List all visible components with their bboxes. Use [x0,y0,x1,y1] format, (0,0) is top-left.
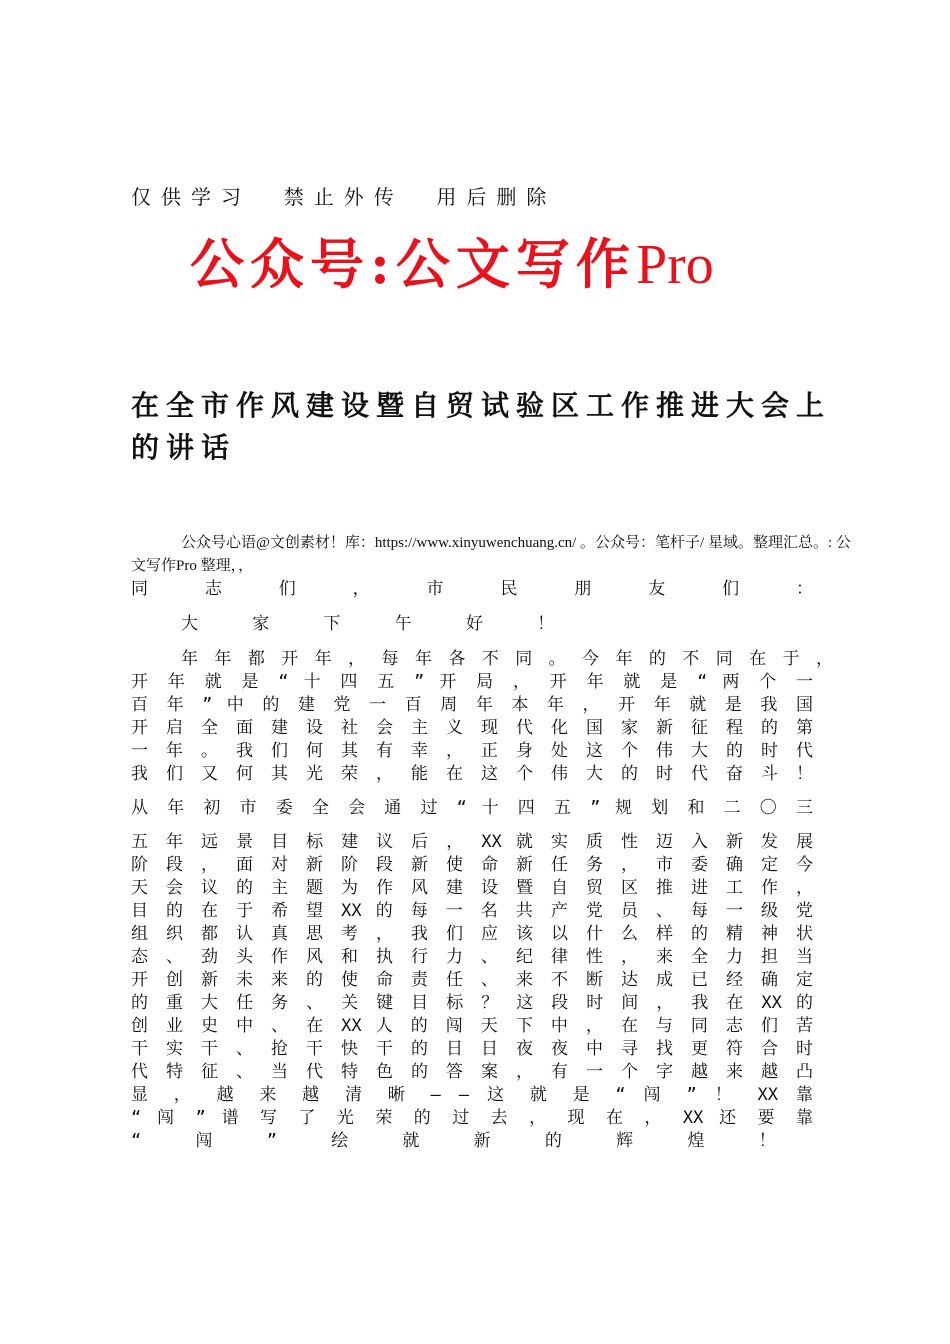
body-line: 我 们 又 何 其 光 荣 ， 能 在 这 个 伟 大 的 时 代 奋 斗 ！ [131,764,813,784]
body-line: 代 特 征 、 当 代 特 色 的 答 案 ， 有 一 个 字 越 来 越 凸 [131,1062,813,1082]
greeting-line: 同 志 们 ， 市 民 朋 友 们 ： [131,579,813,599]
body-line: 一 年 。 我 们 何 其 有 幸 ， 正 身 处 这 个 伟 大 的 时 代 [131,741,813,761]
body-line: “ 闯 ” 谱 写 了 光 荣 的 过 去 ， 现 在 ， XX 还 要 靠 [131,1108,813,1128]
body-line: 开 创 新 未 来 的 使 命 责 任 、 来 不 断 达 成 已 经 确 定 [131,970,813,990]
source-note: 公众号心语@文创素材！库：https://www.xinyuwenchuang.cn/ 。公众号：笔杆子/ 星域。整理汇总。: 公文写作Pro 整理，， [131,535,851,574]
body-line: 显 ， 越 来 越 清 晰 — — 这 就 是 “ 闯 ” ！ XX 靠 [131,1085,813,1105]
brand-suffix: Pro [635,234,714,296]
body-line: 阶 段 ， 面 对 新 阶 段 新 使 命 新 任 务 ， 市 委 确 定 今 [131,855,813,875]
body-line: 开 年 就 是 “ 十 四 五 ” 开 局 ， 开 年 就 是 “ 两 个 一 [131,672,813,692]
notice-text: 仅供学习 禁止外传 用后删除 [131,185,557,209]
body-line: 干 实 干 、 抢 干 快 干 的 日 日 夜 夜 中 寻 找 更 符 合 时 [131,1039,813,1059]
body-line: 开 启 全 面 建 设 社 会 主 义 现 代 化 国 家 新 征 程 的 第 [131,718,813,738]
body-line: 从 年 初 市 委 全 会 通 过 “ 十 四 五 ” 规 划 和 二 〇 三 [131,798,813,818]
body-line: 创 业 史 中 、 在 XX 人 的 闯 天 下 中 ， 在 与 同 志 们 苦 [131,1016,813,1036]
body-line: 天 会 议 的 主 题 为 作 风 建 设 暨 自 贸 区 推 进 工 作 ， [131,878,813,898]
brand-text: 公众号:公文写作 [190,232,636,296]
body-line: 百 年 ” 中 的 建 党 一 百 周 年 本 年 ， 开 年 就 是 我 国 [131,695,813,715]
brand-banner [190,222,714,299]
body-line: 的 重 大 任 务 、 关 键 目 标 ？ 这 段 时 间 ， 我 在 XX 的 [131,993,813,1013]
document-title: 在全市作风建设暨自贸试验区工作推进大会上的讲话 [131,389,832,464]
body-line: 态 、 劲 头 作 风 和 执 行 力 、 纪 律 性 ， 来 全 力 担 当 [131,947,813,967]
body-line: “ 闯 ” 绘 就 新 的 辉 煌 ！ [131,1131,798,1151]
body-line: 年 年 都 开 年 ， 每 年 各 不 同 。 今 年 的 不 同 在 于 ， [181,649,833,669]
hello-line: 大 家 下 午 好 ！ [181,614,577,634]
body-line: 组 织 都 认 真 思 考 ， 我 们 应 该 以 什 么 样 的 精 神 状 [131,924,813,944]
body-line: 目 的 在 于 希 望 XX 的 每 一 名 共 产 党 员 、 每 一 级 党 [131,901,813,921]
body-line: 五 年 远 景 目 标 建 议 后 ， XX 就 实 质 性 迈 入 新 发 展 [131,832,813,852]
